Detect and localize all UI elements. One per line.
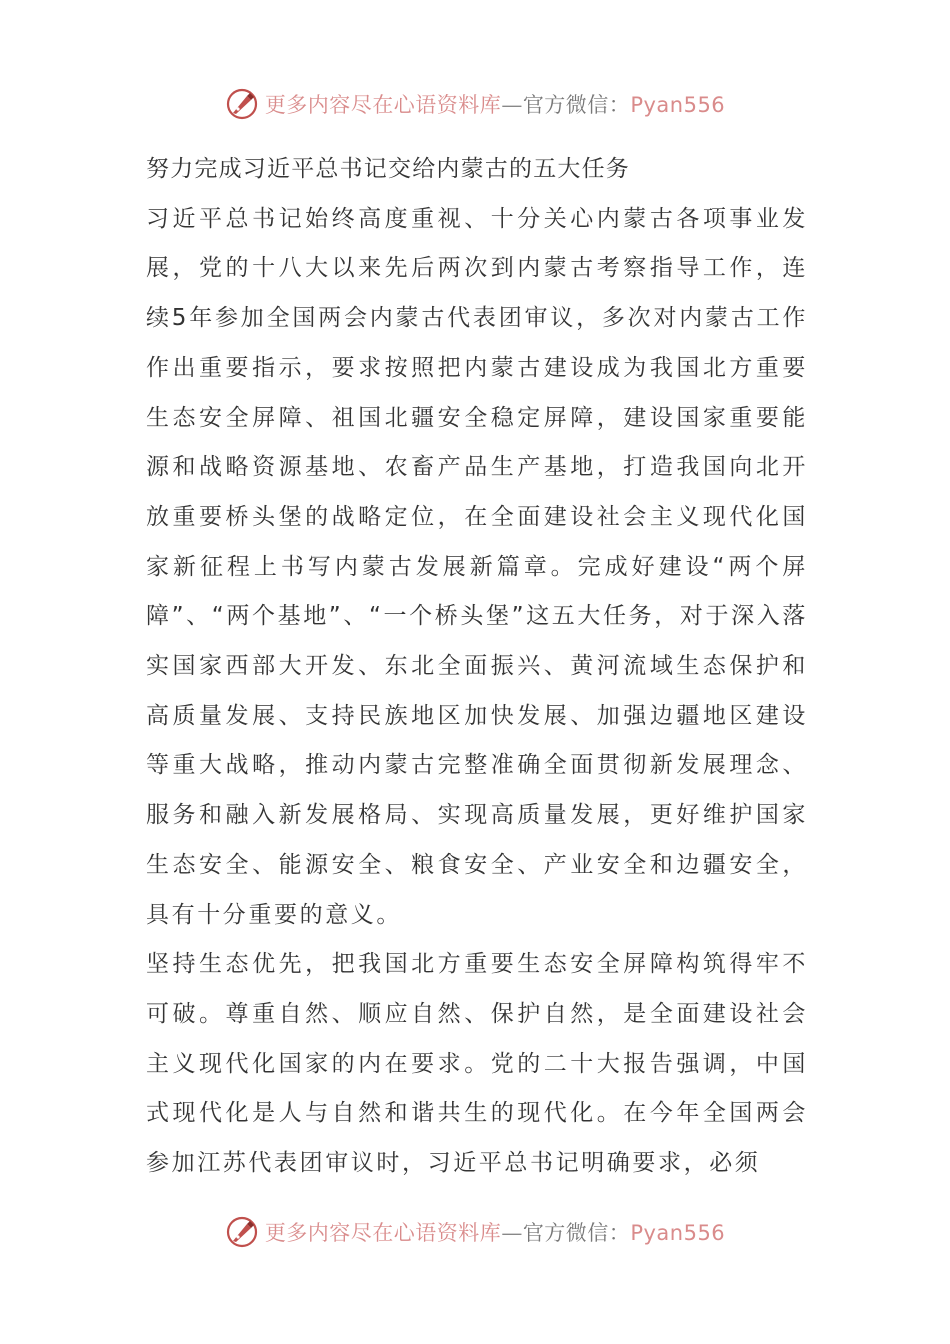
pen-nib-logo-icon [225, 87, 259, 121]
header-site-text: 更多内容尽在心语资料库 [264, 93, 502, 117]
footer-banner-text [265, 1217, 725, 1247]
header-wechat-label: 官方微信： [522, 93, 631, 117]
footer-site-text: 更多内容尽在心语资料库 [264, 1221, 502, 1245]
footer-wechat-label: 官方微信： [522, 1221, 631, 1245]
header-banner [0, 84, 950, 124]
pen-nib-logo-icon [225, 1215, 259, 1249]
footer-wechat-id: Pyan556 [630, 1221, 726, 1245]
header-dash: — [501, 93, 523, 117]
footer-dash: — [501, 1221, 523, 1245]
document-body [146, 145, 808, 1189]
footer-banner [0, 1212, 950, 1252]
header-banner-text [265, 89, 725, 119]
paragraph-1: 习近平总书记始终高度重视、十分关心内蒙古各项事业发展，党的十八大以来先后两次到内蒙古考察指导工作，连续5年参加全国两会内蒙古代表团审议，多次对内蒙古工作作出重要指示，要求按照把内蒙古建设成为我国北方重要生态安全屏障、祖国北疆安全稳定屏障，建设国家重要能源和战略资源基地、农畜产品生产基地，打造我国向北开放重要桥头堡的战略定位，在全面建设社会主义现代化国家新征程上书写内蒙古发展新篇章。完成好建设“两个屏障”、“两个基地”、“一个桥头堡”这五大任务，对于深入落实国家西部大开发、东北全面振兴、黄河流域生态保护和高质量发展、支持民族地区加快发展、加强边疆地区建设等重大战略，推动内蒙古完整准确全面贯彻新发展理念、服务和融入新发展格局、实现高质量发展，更好维护国家生态安全、能源安全、粮食安全、产业安全和边疆安全，具有十分重要的意义。 [146, 205, 808, 928]
paragraph-2: 坚持生态优先，把我国北方重要生态安全屏障构筑得牢不可破。尊重自然、顺应自然、保护自然，是全面建设社会主义现代化国家的内在要求。党的二十大报告强调，中国式现代化是人与自然和谐共生的现代化。在今年全国两会参加江苏代表团审议时，习近平总书记明确要求，必须 [146, 951, 808, 1177]
document-title: 努力完成习近平总书记交给内蒙古的五大任务 [146, 156, 630, 182]
header-wechat-id: Pyan556 [630, 93, 726, 117]
